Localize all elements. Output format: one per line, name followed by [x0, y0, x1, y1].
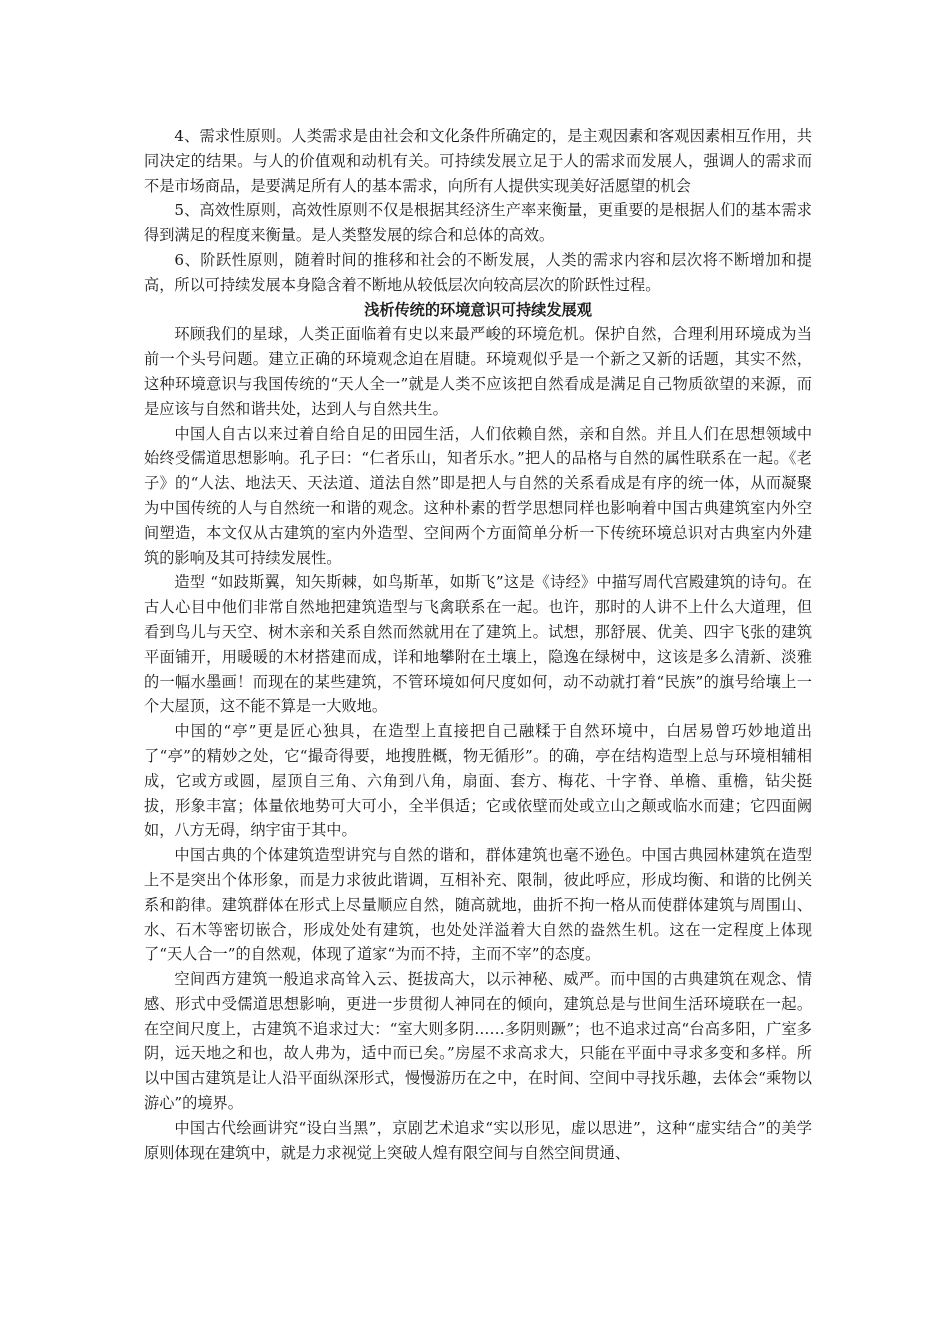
- paragraph-philosophy: 中国人自古以来过着自给自足的田园生活，人们依赖自然，亲和自然。并且人们在思想领域中始终受儒道思想影响。孔子曰：“仁者乐山，知者乐水。”把人的品格与自然的属性联系在一起。《老子》的“人法、地法天、天法道、道法自然”即是把人与自然的关系看成是有序的统一体，从而凝聚为中国传统的人与自然统一和谐的观念。这种朴素的哲学思想同样也影响着中国古典建筑室内外空间塑造，本文仅从古建筑的室内外造型、空间两个方面简单分析一下传统环境总识对古典室内外建筑的影响及其可持续发展性。: [144, 424, 812, 567]
- paragraph-pavilion: 中国的“亭”更是匠心独具，在造型上直接把自己融糅于自然环境中，白居易曾巧妙地道出了“亭”的精妙之处，它“撮奇得要，地搜胜概，物无循形”。的确，亭在结构造型上总与环境相辅相成，它或方或圆，屋顶自三角、六角到八角，扇面、套方、梅花、十字脊、单檐、重檐，钻尖挺拔，形象丰富；体量依地势可大可小，全半俱适；它或依壁而处或立山之颠或临水而建；它四面阙如，八方无碍，纳宇宙于其中。: [144, 722, 812, 840]
- paragraph-intro: 环顾我们的星球，人类正面临着有史以来最严峻的环境危机。保护自然，合理利用环境成为当前一个头号问题。建立正确的环境观念迫在眉睫。环境观似乎是一个新之又新的话题，其实不然，这种环境意识与我国传统的“天人全一”就是人类不应该把自然看成是满足自己物质欲望的来源，而是应该与自然和谐共处，达到人与自然共生。: [144, 325, 812, 418]
- paragraph-form: 造型 “如跂斯翼，知矢斯棘，如鸟斯革，如斯飞”这是《诗经》中描写周代宫殿建筑的诗句。在古人心目中他们非常自然地把建筑造型与飞禽联系在一起。也许，那时的人讲不上什么大道理，但看到鸟儿与天空、树木亲和关系自然而然就用在了建筑上。试想，那舒展、优美、四宇飞张的建筑平面铺开，用暖暖的木材搭建而成，详和地攀附在土壤上，隐逸在绿树中，这该是多么清新、淡雅的一幅水墨画！而现在的某些建筑，不管环境如何尺度如何，动不动就打着“民族”的旗号给壤上一个大屋顶，这不能不算是一大败地。: [144, 573, 812, 716]
- paragraph-painting: 中国古代绘画讲究“设白当黑”，京剧艺术追求“实以形见，虚以思进”，这种“虚实结合”的美学原则体现在建筑中，就是力求视觉上突破人煌有限空间与自然空间贯通、: [144, 1118, 812, 1162]
- article-title: 浅析传统的环境意识可持续发展观: [364, 300, 592, 319]
- paragraph-principle-6: 6、阶跃性原则，随着时间的推移和社会的不断发展，人类的需求内容和层次将不断增加和提高，所以可持续发展本身隐含着不断地从较低层次向较高层次的阶跃性过程。: [144, 250, 812, 294]
- paragraph-space: 空间西方建筑一般追求高耸入云、挺拔高大，以示神秘、威严。而中国的古典建筑在观念、情感、形式中受儒道思想影响，更进一步贯彻人神同在的倾向，建筑总是与世间生活环境联在一起。在空间尺度上，古建筑不追求过大：“室大则多阴……多阴则蹶”；也不追求过高“台高多阳，广室多阴，远天地之和也，故人弗为，适中而已矣。”房屋不求高求大，只能在平面中寻求多变和多样。所以中国古建筑是让人沿平面纵深形式，慢慢游历在之中，在时间、空间中寻找乐趣，去体会“乘物以游心”的境界。: [144, 970, 812, 1113]
- paragraph-group-buildings: 中国古典的个体建筑造型讲究与自然的谐和，群体建筑也毫不逊色。中国古典园林建筑在造型上不是突出个体形象，而是力求彼此谐调，互相补充、限制，彼此呼应，形成均衡、和谐的比例关系和韵律。建筑群体在形式上尽量顺应自然，随高就地，曲折不拘一格从而使群体建筑与周围山、水、石木等密切嵌合，形成处处有建筑，也处处洋溢着大自然的盎然生机。这在一定程度上体现了“天人合一”的自然观，体现了道家“为而不持，主而不宰”的态度。: [144, 846, 812, 964]
- paragraph-principle-4: 4、需求性原则。人类需求是由社会和文化条件所确定的，是主观因素和客观因素相互作用，共同决定的结果。与人的价值观和动机有关。可持续发展立足于人的需求而发展人，强调人的需求而不是市场商品，是要满足所有人的基本需求，向所有人提供实现美好活愿望的机会: [144, 127, 812, 195]
- paragraph-principle-5: 5、高效性原则，高效性原则不仅是根据其经济生产率来衡量，更重要的是根据人们的基本需求得到满足的程度来衡量。是人类整发展的综合和总体的高效。: [144, 201, 812, 245]
- document-page: [144, 124, 812, 1165]
